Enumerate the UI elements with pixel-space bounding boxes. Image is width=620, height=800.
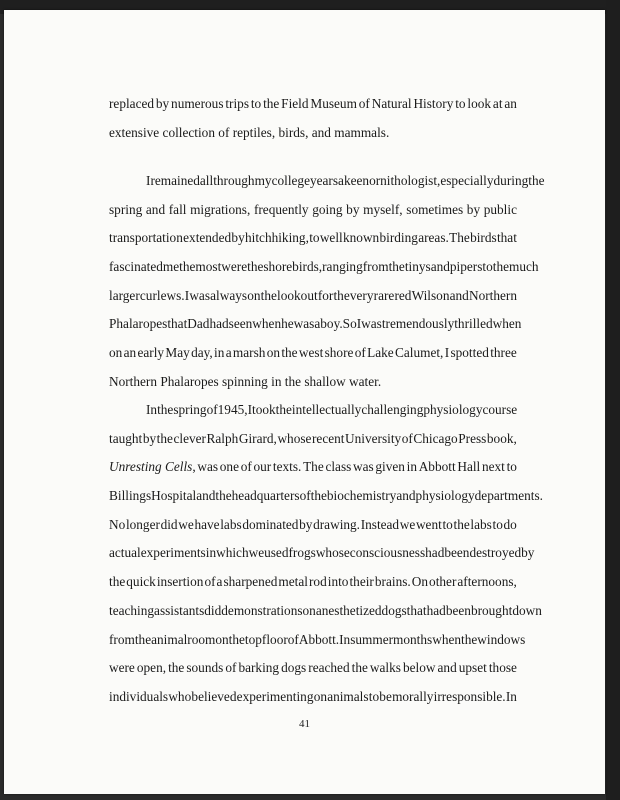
word: months [393, 631, 433, 647]
word: longer [125, 516, 160, 532]
word: the [247, 259, 264, 275]
text-line [109, 654, 517, 683]
word: insertion [156, 574, 204, 590]
word: demonstrations [221, 602, 303, 618]
word: reached [308, 660, 350, 676]
text-line-italic-title [109, 453, 517, 482]
word: been [445, 602, 471, 618]
word: that [167, 316, 188, 332]
word: into [327, 574, 349, 590]
word: class [325, 459, 352, 475]
word: Hospital [151, 488, 197, 504]
word: years [309, 173, 339, 188]
word: be [379, 688, 392, 704]
word: physiology [415, 488, 475, 504]
word: frequently [253, 201, 309, 217]
word: and [437, 660, 457, 676]
word: quick [126, 574, 156, 590]
page-number: 41 [299, 718, 310, 730]
word: birding [379, 230, 418, 246]
word: thrilled [454, 316, 493, 332]
word: always [210, 287, 248, 303]
word: a [216, 574, 223, 590]
word: of [287, 631, 299, 647]
word: I [247, 402, 253, 417]
word: the [275, 402, 292, 417]
word: of [358, 96, 370, 111]
word: had [209, 316, 229, 332]
word: departments. [474, 488, 543, 504]
text-line [109, 482, 543, 511]
word: to [492, 516, 503, 532]
word: of [240, 459, 252, 475]
word: labs [220, 516, 242, 532]
word: next [481, 459, 505, 475]
word: the [215, 488, 232, 504]
word: one [219, 459, 239, 475]
word: course [482, 402, 518, 417]
word: physiology [423, 402, 483, 417]
word: look [467, 96, 492, 111]
word: extended [183, 230, 232, 246]
word: he [281, 316, 294, 332]
word: brains. [374, 574, 411, 590]
word: trips [225, 96, 249, 111]
word: Press [458, 430, 487, 446]
word: transportation [109, 230, 183, 246]
word: the [228, 631, 245, 647]
word: our [253, 459, 272, 475]
word: had [426, 602, 446, 618]
word: actual [109, 545, 141, 561]
word: anesthetized [315, 602, 382, 618]
text-line [109, 90, 517, 119]
word: I [444, 345, 450, 361]
word: assistants [154, 602, 205, 618]
word: sharpened [223, 574, 278, 590]
word: texts. [272, 459, 302, 475]
text-line [109, 396, 517, 425]
word: of [204, 574, 216, 590]
word: Northern [468, 287, 517, 303]
word: the [179, 259, 196, 275]
word: History [413, 96, 454, 111]
word: known [343, 230, 380, 246]
word: Abbott. [298, 631, 340, 647]
word: the [260, 287, 277, 303]
text-line [109, 167, 545, 196]
word: the [134, 631, 152, 647]
word: when [432, 631, 462, 647]
word: who [168, 688, 192, 704]
word: by [521, 545, 535, 561]
word: seen [228, 316, 253, 332]
word: very [349, 287, 374, 303]
word: the [453, 516, 470, 532]
word: fascinated [109, 259, 163, 275]
word: the [109, 574, 126, 590]
text-line [109, 511, 517, 540]
word: of [225, 660, 237, 676]
word: animal [151, 631, 188, 647]
word: the [156, 430, 173, 446]
word: Abbott [418, 459, 456, 475]
word: which [216, 545, 249, 561]
word: barking [238, 660, 280, 676]
word: fall [168, 201, 187, 217]
word: going [312, 201, 343, 217]
word: In [339, 631, 351, 647]
word: Dad [187, 316, 210, 332]
word: of [299, 488, 311, 504]
word: book, [486, 430, 517, 446]
word: to [506, 459, 517, 475]
word: given [375, 459, 405, 475]
text-line [109, 568, 517, 597]
word: metal [278, 574, 308, 590]
word: a [225, 345, 232, 361]
word: Wilson [411, 287, 450, 303]
text-line [109, 310, 522, 339]
text-line [109, 196, 517, 225]
word: curlews. [139, 287, 185, 303]
word: by [142, 430, 157, 446]
word: we [178, 516, 194, 532]
word: especially [440, 173, 494, 188]
word: hitchhiking, [245, 230, 309, 246]
word: well [319, 230, 343, 246]
paragraph-1 [109, 90, 517, 147]
word: Natural [371, 96, 412, 111]
word: Ralph [206, 430, 239, 446]
word: May [165, 345, 190, 361]
word: Billings [109, 488, 152, 504]
word: an [504, 96, 517, 111]
word: floor [261, 631, 288, 647]
word: marsh [232, 345, 266, 361]
word: individuals [109, 688, 169, 704]
word: experiments [140, 545, 206, 561]
word: of [401, 430, 413, 446]
text-line [109, 626, 526, 655]
word: red [394, 287, 412, 303]
word: In [146, 402, 158, 417]
word: had [425, 545, 445, 561]
word: So [342, 316, 357, 332]
word: spotted [450, 345, 489, 361]
word: day, [191, 345, 213, 361]
word: shorebirds, [263, 259, 323, 275]
word: spring [173, 402, 207, 417]
word: University [345, 430, 402, 446]
word: dogs [381, 602, 407, 618]
word: the [388, 259, 405, 275]
word: below [402, 660, 436, 676]
word: the [333, 287, 350, 303]
word: by [346, 201, 360, 217]
text-line [109, 597, 542, 626]
word: for [317, 287, 334, 303]
word: Instead [360, 516, 400, 532]
word: was [361, 316, 382, 332]
word: that [406, 602, 427, 618]
word: Hall [457, 459, 481, 475]
word: consciousness [349, 545, 426, 561]
text-line: Northern Phalaropes spinning in the shallow water. [109, 373, 382, 389]
word: in [406, 459, 417, 475]
word: shore [324, 345, 354, 361]
word: ornithologist, [369, 173, 441, 188]
word: whose [315, 545, 350, 561]
word: at [492, 96, 503, 111]
word: three [490, 345, 517, 361]
word: lookout [277, 287, 318, 303]
word: the [528, 173, 545, 188]
word: The [303, 459, 324, 475]
word: summer [350, 631, 394, 647]
word: and [196, 488, 216, 504]
word: dominated [242, 516, 299, 532]
word: sometimes [406, 201, 464, 217]
word: to [309, 230, 320, 246]
word: been [444, 545, 470, 561]
word: much [509, 259, 539, 275]
text-line [109, 282, 517, 311]
word: was [293, 316, 315, 332]
word: No [109, 516, 126, 532]
word: believed [191, 688, 237, 704]
word: spring [109, 201, 143, 217]
word: I [146, 173, 151, 188]
word: room [187, 631, 216, 647]
word: and [449, 287, 469, 303]
word: those [488, 660, 517, 676]
word: sounds [186, 660, 224, 676]
word: we [248, 545, 265, 561]
word: Chicago [413, 430, 458, 446]
word: tremendously [381, 316, 455, 332]
word: by [231, 230, 245, 246]
word: west [298, 345, 324, 361]
word: by [299, 516, 313, 532]
word: from [362, 259, 389, 275]
word: frogs [288, 545, 316, 561]
text-line [109, 253, 539, 282]
word: when [252, 316, 282, 332]
word: the [263, 96, 280, 111]
word: the [492, 259, 509, 275]
word: on [215, 631, 229, 647]
word: the [351, 660, 368, 676]
word: labs [470, 516, 492, 532]
word: animals [327, 688, 369, 704]
word: of [354, 345, 366, 361]
word: early [137, 345, 165, 361]
word: boy. [320, 316, 343, 332]
word: on [302, 602, 316, 618]
word: the [310, 488, 327, 504]
word: whose [277, 430, 312, 446]
word: Girard, [238, 430, 277, 446]
text-line [109, 539, 535, 568]
word: all [199, 173, 214, 188]
word: ranging [322, 259, 363, 275]
text-line [109, 683, 517, 712]
word: the [461, 631, 478, 647]
word: on [266, 345, 281, 361]
word: dogs [281, 660, 307, 676]
word: in [214, 345, 225, 361]
word: Field [281, 96, 309, 111]
word: in [205, 545, 217, 561]
word: Lake [367, 345, 394, 361]
word: on [109, 345, 123, 361]
word: I [356, 316, 362, 332]
word: remained [150, 173, 200, 188]
paragraph-3 [109, 396, 543, 712]
word: have [194, 516, 220, 532]
word: the [157, 402, 174, 417]
word: public [483, 201, 517, 217]
word: numerous [171, 96, 224, 111]
word: sandpipers [425, 259, 483, 275]
word: taught [109, 430, 143, 446]
word: the [281, 345, 298, 361]
word: were [109, 660, 135, 676]
word: was [353, 459, 374, 475]
word: brought [470, 602, 513, 618]
word: by [155, 96, 170, 111]
word: rare [373, 287, 395, 303]
word: areas. [418, 230, 449, 246]
word: me [162, 259, 180, 275]
word: afternoons, [457, 574, 517, 590]
word: recent [312, 430, 345, 446]
word: during [493, 173, 529, 188]
word: to [482, 259, 493, 275]
word: went [415, 516, 442, 532]
word: a [314, 316, 321, 332]
word: The [449, 230, 470, 246]
word: on [247, 287, 261, 303]
word: to [368, 688, 380, 704]
word: and [145, 201, 166, 217]
word: top [244, 631, 262, 647]
word: biochemistry [326, 488, 397, 504]
word: to [455, 96, 466, 111]
word: walks [369, 660, 401, 676]
paragraph-2 [109, 167, 545, 397]
word: on [313, 688, 327, 704]
word: myself, [363, 201, 403, 217]
word: and [396, 488, 416, 504]
word: Museum [310, 96, 357, 111]
word: college [271, 173, 310, 188]
word: most [195, 259, 222, 275]
word: I [184, 287, 190, 303]
word: of [206, 402, 218, 417]
word: intellectually [291, 402, 362, 417]
word: clever [173, 430, 206, 446]
word: we [399, 516, 416, 532]
word: when [492, 316, 522, 332]
word: was [189, 287, 210, 303]
word: did [160, 516, 178, 532]
word: In [505, 688, 517, 704]
book-title: Unresting Cells, [109, 459, 196, 475]
word: headquarters [231, 488, 300, 504]
word: other [429, 574, 457, 590]
word: windows [477, 631, 526, 647]
word: to [250, 96, 262, 111]
word: replaced [109, 96, 155, 111]
word: through [213, 173, 255, 188]
word: an [123, 345, 137, 361]
text-line [109, 224, 517, 253]
word: tiny [404, 259, 426, 275]
word: keen [343, 173, 370, 188]
word: down [512, 602, 542, 618]
word: upset [458, 660, 487, 676]
text-line [109, 425, 517, 454]
word: birds [470, 230, 497, 246]
document-page [4, 10, 605, 794]
word: did [204, 602, 222, 618]
text-line: extensive collection of reptiles, birds, and mammals. [109, 124, 390, 140]
scan-border-right [606, 0, 620, 800]
word: the [168, 660, 185, 676]
word: took [252, 402, 276, 417]
word: drawing. [313, 516, 361, 532]
word: migrations, [190, 201, 251, 217]
text-line [109, 339, 517, 368]
word: On [411, 574, 429, 590]
word: open, [136, 660, 167, 676]
word: 1945, [217, 402, 248, 417]
word: that [496, 230, 517, 246]
word: Calumet, [395, 345, 444, 361]
word: teaching [109, 602, 155, 618]
word: morally [392, 688, 434, 704]
word: by [466, 201, 481, 217]
word: their [349, 574, 374, 590]
word: Phalaropes [109, 316, 168, 332]
word: my [254, 173, 272, 188]
word: to [442, 516, 453, 532]
word: challenging [361, 402, 424, 417]
word: rod [309, 574, 327, 590]
word: were [221, 259, 248, 275]
word: was [197, 459, 219, 475]
word: experimenting [236, 688, 314, 704]
word: larger [109, 287, 140, 303]
word: used [264, 545, 289, 561]
word: do [503, 516, 517, 532]
word: a [338, 173, 344, 188]
word: irresponsible. [433, 688, 506, 704]
word: destroyed [469, 545, 522, 561]
word: from [109, 631, 135, 647]
